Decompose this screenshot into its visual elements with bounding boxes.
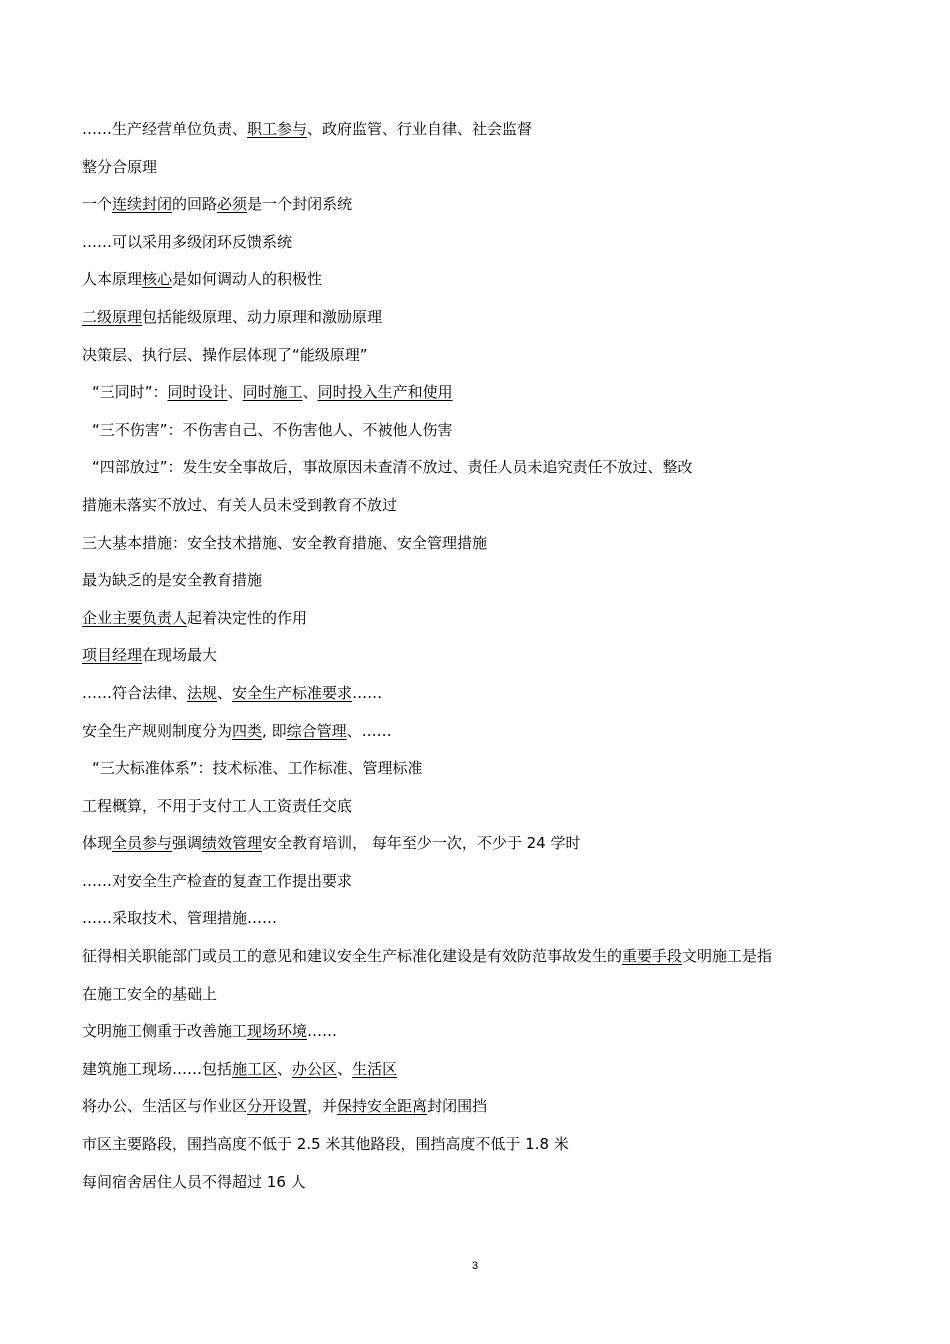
- text-segment: 最为缺乏的是安全教育措施: [82, 571, 263, 590]
- text-line: [82, 717, 882, 755]
- text-segment: 在现场最大: [142, 646, 218, 665]
- text-segment: ……对安全生产检查的复查工作提出要求: [82, 871, 353, 890]
- text-segment: 三大基本措施：安全技术措施、安全教育措施、安全管理措施: [82, 533, 488, 552]
- underlined-text: 必须: [217, 195, 248, 214]
- underlined-text: 核心: [142, 270, 173, 289]
- underlined-text: 安全生产标准要求: [232, 683, 353, 702]
- underlined-text: 企业主要负责人: [82, 608, 188, 627]
- text-segment: 措施未落实不放过、有关人员未受到教育不放过: [82, 495, 398, 514]
- underlined-text: 施工区: [232, 1059, 278, 1078]
- text-segment: 文明施工侧重于改善施工: [82, 1022, 248, 1041]
- underlined-text: 综合管理: [286, 721, 347, 740]
- text-line: [82, 792, 882, 830]
- text-line: [82, 1168, 882, 1206]
- text-line: [82, 679, 882, 717]
- text-segment: “三同时”：: [92, 383, 168, 402]
- underlined-text: 同时设计: [167, 383, 228, 402]
- underlined-text: 办公区: [292, 1059, 338, 1078]
- text-segment: ……生产经营单位负责、: [82, 120, 248, 138]
- text-line: [82, 529, 882, 567]
- text-segment: 体现: [82, 834, 113, 853]
- text-line: [82, 829, 882, 867]
- text-line: [82, 867, 882, 905]
- text-line: [82, 378, 882, 416]
- text-segment: ，并: [307, 1097, 338, 1116]
- text-line: [82, 1055, 882, 1093]
- text-segment: 是一个封闭系统: [247, 195, 353, 214]
- underlined-text: 全员参与: [112, 834, 173, 853]
- text-segment: 决策层、执行层、操作层体现了“能级原理”: [82, 345, 368, 364]
- text-line: [82, 416, 882, 454]
- text-line: [82, 942, 882, 980]
- text-segment: 、……: [346, 721, 392, 740]
- text-line: [82, 303, 882, 341]
- underlined-text: 二级原理: [82, 307, 143, 326]
- text-segment: ……采取技术、管理措施……: [82, 909, 278, 928]
- text-segment: 强调: [172, 834, 203, 853]
- text-segment: “三大标准体系”：技术标准、工作标准、管理标准: [92, 759, 423, 778]
- text-segment: 整分合原理: [82, 157, 158, 176]
- text-segment: 人本原理: [82, 270, 143, 289]
- text-line: [82, 190, 882, 228]
- text-segment: ……可以采用多级闭环反馈系统: [82, 232, 293, 251]
- text-segment: “四部放过”：发生安全事故后，事故原因未查清不放过、责任人员未追究责任不放过、整改: [92, 458, 693, 477]
- underlined-text: 项目经理: [82, 646, 143, 665]
- text-segment: 文明施工是指: [682, 947, 773, 966]
- text-segment: 将办公、生活区与作业区: [82, 1097, 248, 1116]
- text-segment: 工程概算，不用于支付工人工资责任交底: [82, 796, 353, 815]
- text-segment: ……: [352, 683, 383, 702]
- text-line: [82, 641, 882, 679]
- text-line: [82, 566, 882, 604]
- underlined-text: 职工参与: [247, 120, 308, 138]
- text-segment: 、政府监管、行业自律、社会监督: [307, 120, 533, 138]
- text-segment: 征得相关职能部门或员工的意见和建议安全生产标准化建设是有效防范事故发生的: [82, 947, 623, 966]
- text-line: [82, 491, 882, 529]
- text-line: [82, 115, 882, 153]
- text-line: [82, 1130, 882, 1168]
- text-line: [82, 904, 882, 942]
- text-segment: 起着决定性的作用: [187, 608, 308, 627]
- underlined-text: 绩效管理: [202, 834, 263, 853]
- text-line: [82, 228, 882, 266]
- text-segment: 市区主要路段，围挡高度不低于 2.5 米其他路段，围挡高度不低于 1.8 米: [82, 1135, 569, 1154]
- text-segment: 建筑施工现场……包括: [82, 1059, 233, 1078]
- text-segment: 、: [227, 383, 243, 402]
- text-line: [82, 754, 882, 792]
- underlined-text: 四类: [232, 721, 263, 740]
- text-line: [82, 980, 882, 1018]
- text-segment: 、: [302, 383, 318, 402]
- underlined-text: 同时投入生产和使用: [317, 383, 453, 402]
- text-segment: 包括能级原理、动力原理和激励原理: [142, 307, 383, 326]
- text-segment: 封闭围挡: [427, 1097, 488, 1116]
- text-segment: , 即: [262, 721, 287, 740]
- underlined-text: 连续封闭: [112, 195, 173, 214]
- text-segment: 安全教育培训， 每年至少一次，不少于 24 学时: [262, 834, 581, 853]
- text-line: [82, 453, 882, 491]
- text-segment: 是如何调动人的积极性: [172, 270, 323, 289]
- text-segment: 在施工安全的基础上: [82, 984, 218, 1003]
- text-line: [82, 1092, 882, 1130]
- text-line: [82, 153, 882, 191]
- underlined-text: 分开设置: [247, 1097, 308, 1116]
- text-segment: 、: [217, 683, 233, 702]
- text-line: [82, 604, 882, 642]
- text-segment: “三不伤害”：不伤害自己、不伤害他人、不被他人伤害: [92, 420, 453, 439]
- document-body: [82, 115, 882, 1205]
- text-segment: 、: [277, 1059, 293, 1078]
- underlined-text: 重要手段: [622, 947, 683, 966]
- underlined-text: 现场环境: [247, 1022, 308, 1041]
- text-segment: 的回路: [172, 195, 218, 214]
- text-segment: 每间宿舍居住人员不得超过 16 人: [82, 1172, 306, 1191]
- text-segment: ……符合法律、: [82, 683, 188, 702]
- text-line: [82, 341, 882, 379]
- underlined-text: 法规: [187, 683, 218, 702]
- text-line: [82, 265, 882, 303]
- text-segment: 、: [337, 1059, 353, 1078]
- underlined-text: 生活区: [352, 1059, 398, 1078]
- text-line: [82, 1017, 882, 1055]
- text-segment: 一个: [82, 195, 113, 214]
- underlined-text: 同时施工: [242, 383, 303, 402]
- text-segment: 安全生产规则制度分为: [82, 721, 233, 740]
- underlined-text: 保持安全距离: [337, 1097, 428, 1116]
- text-segment: ……: [307, 1022, 338, 1041]
- page-number: 3: [471, 1260, 479, 1272]
